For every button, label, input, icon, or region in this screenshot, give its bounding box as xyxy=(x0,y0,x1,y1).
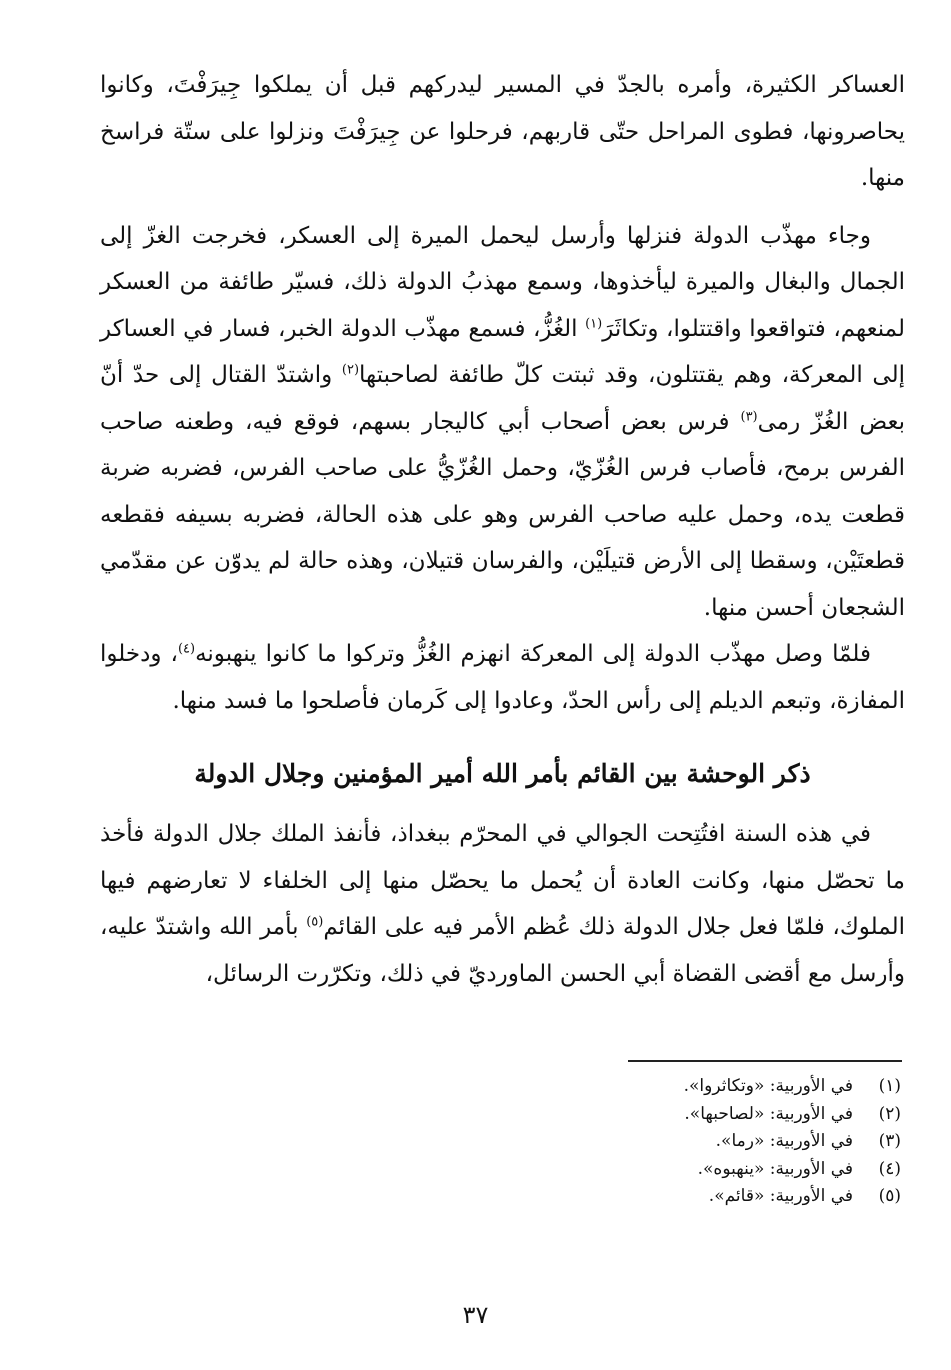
footnote-number: (٥) xyxy=(878,1186,901,1206)
footnote-number: (٤) xyxy=(878,1158,901,1179)
footnote-4 xyxy=(481,1156,901,1184)
footnote-5 xyxy=(481,1183,901,1211)
paragraph-1-text: العساكر الكثيرة، وأمره بالجدّ في المسير ليدركهم قبل أن يملكوا جِيرَفْتَ، وكانوا يحاصرونها، فطوى المراحل حتّى قاربهم، فرحلوا عن جِيرَفْتَ ونزلوا على ستّة فراسخ منها. xyxy=(100,72,905,191)
paragraph-2-part-4: فرس بعض أصحاب أبي كاليجار بسهم، فوقع فيه، وطعنه صاحب الفرس برمح، فأصاب فرس الغُزّيّ، وحمل الغُزّيُّ على صاحب الفرس، فضربه ضربة قطعت يده، وحمل عليه صاحب الفرس وهو على هذه الحالة، فضربه بسيفه فقطعه قطعتَيْن، وسقطا إلى الأرض قتيلَيْن، والفرسان قتيلان، وهذه حالة لم يدوّن عن مقدّمي الشجعان أحسن منها. xyxy=(100,408,905,621)
footnote-ref-5[interactable]: (٥) xyxy=(306,914,324,930)
paragraph-1 xyxy=(100,62,905,202)
footnote-text: في الأوربية: «قائم». xyxy=(708,1186,853,1206)
footnote-ref-3[interactable]: (٣) xyxy=(740,408,758,424)
paragraph-4 xyxy=(100,811,905,997)
paragraph-3 xyxy=(100,631,905,724)
paragraph-4-part-2: بأمر الله واشتدّ عليه، وأرسل مع أقضى القضاة أبي الحسن الماورديّ في ذلك، وتكرّرت الرسائل، xyxy=(100,914,905,987)
paragraph-4-part-1: في هذه السنة افتُتِحت الجوالي في المحرّم ببغداذ، فأنفذ الملك جلال الدولة فأخذ ما تحصّل منها، وكانت العادة أن يُحمل ما يحصّل منها إلى الخلفاء لا تعارضهم فيها الملوك، فلمّا فعل جلال الدولة ذلك عُظم الأمر فيه على القائم xyxy=(100,821,905,940)
footnote-text: في الأوربية: «وتكاثروا». xyxy=(683,1076,853,1096)
footnotes xyxy=(481,1073,901,1211)
footnote-1 xyxy=(481,1073,901,1101)
footnote-number: (١) xyxy=(878,1076,901,1096)
footnote-text: في الأوربية: «ينهبوه». xyxy=(697,1158,853,1179)
paragraph-2-part-1: وجاء مهذّب الدولة فنزلها وأرسل ليحمل الميرة إلى العسكر، فخرجت الغزّ إلى الجمال والبغال والميرة ليأخذوها، وسمع مهذبُ الدولة ذلك، فسيّر طائفة من العسكر لمنعهم، فتواقعوا واقتتلوا، وتكاثَرَ xyxy=(100,222,905,342)
footnote-2 xyxy=(481,1101,901,1129)
footnote-text: في الأوربية: «لصاحبها». xyxy=(684,1103,853,1124)
paragraph-3-part-2: ، ودخلوا المفازة، وتبعم الديلم إلى رأس الحدّ، وعادوا إلى كَرمان فأصلحوا ما فسد منها. xyxy=(100,641,905,714)
paragraph-2 xyxy=(100,213,905,632)
footnote-ref-2[interactable]: (٢) xyxy=(341,362,360,378)
paragraph-3-part-1: فلمّا وصل مهذّب الدولة إلى المعركة انهزم الغُزُّ وتركوا ما كانوا ينهبونه xyxy=(195,641,871,667)
paragraph-2-part-3: واشتدّ القتال إلى حدّ أنّ بعض الغُزّ رمى xyxy=(100,362,906,435)
section-heading: ذكر الوحشة بين القائم بأمر الله أمير المؤمنين وجلال الدولة xyxy=(194,759,811,788)
footnote-number: (٢) xyxy=(878,1103,901,1124)
page-number: ٣٧ xyxy=(462,1301,489,1329)
footnote-3 xyxy=(481,1128,901,1156)
paragraph-2-part-2: الغُزُّ، فسمع مهذّب الدولة الخبر، فسار في العساكر إلى المعركة، وهم يقتتلون، وقد ثبتت كلّ طائفة لصاحبتها xyxy=(100,315,905,388)
footnote-text: في الأوربية: «رما». xyxy=(715,1131,853,1151)
main-text xyxy=(100,62,905,997)
footnote-ref-1[interactable]: (١) xyxy=(585,315,603,331)
footnote-number: (٣) xyxy=(878,1131,901,1151)
footnote-ref-4[interactable]: (٤) xyxy=(177,641,196,657)
footnote-divider xyxy=(628,1060,902,1062)
